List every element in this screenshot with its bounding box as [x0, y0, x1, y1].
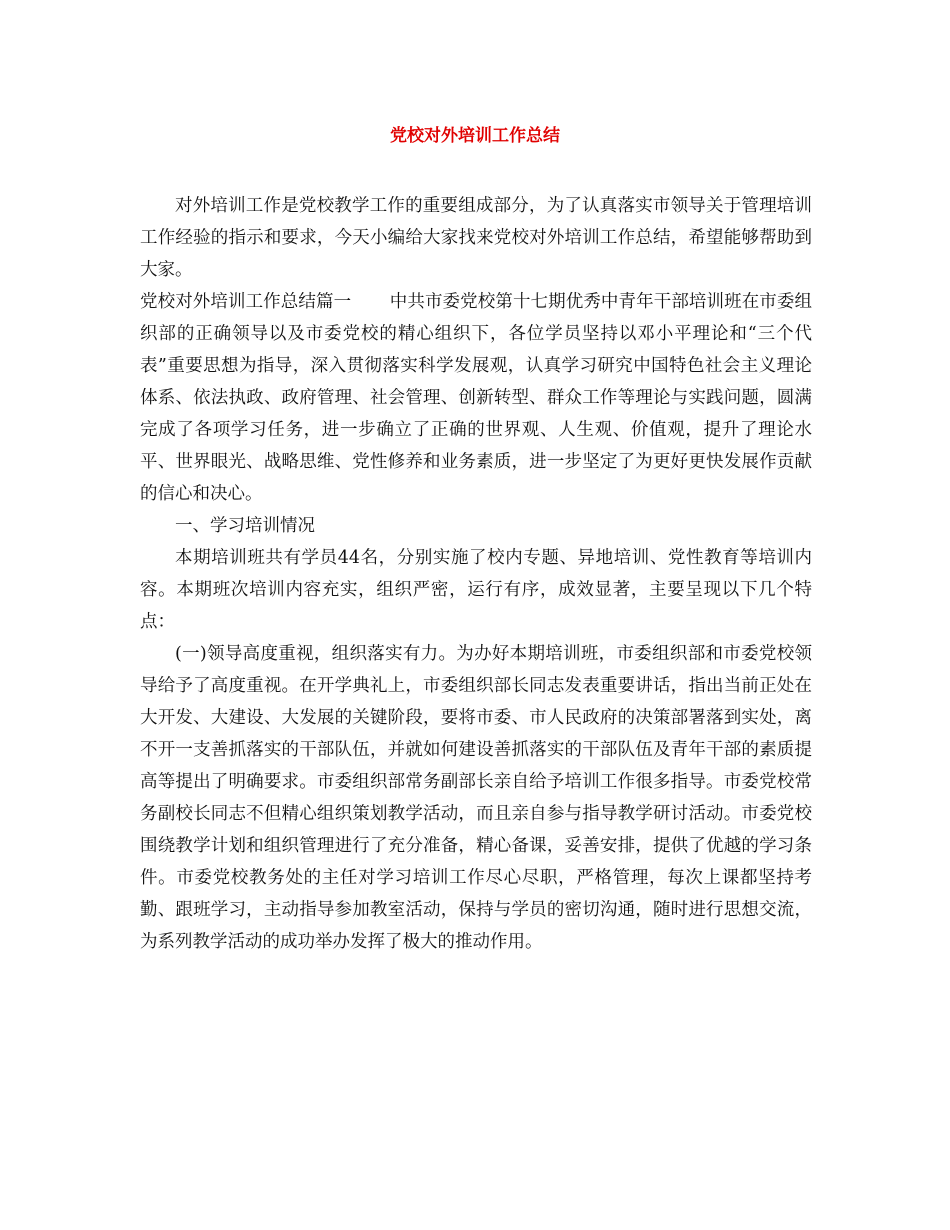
- overview-paragraph: 本期培训班共有学员44名，分别实施了校内专题、异地培训、党性教育等培训内容。本期班次培训内容充实，组织严密，运行有序，成效显著，主要呈现以下几个特点：: [140, 548, 812, 632]
- section-label: 党校对外培训工作总结篇一: [140, 292, 352, 312]
- document-title: 党校对外培训工作总结: [390, 126, 560, 146]
- section-text: 中共市委党校第十七期优秀中青年干部培训班在市委组织部的正确领导以及市委党校的精心组织下，各位学员坚持以邓小平理论和“三个代表”重要思想为指导，深入贯彻落实科学发展观，认真学习研究中国特色社会主义理论体系、依法执政、政府管理、社会管理、创新转型、群众工作等理论与实践问题，圆满完成了各项学习任务，进一步确立了正确的世界观、人生观、价值观，提升了理论水平、世界眼光、战略思维、党性修养和业务素质，进一步坚定了为更好更快发展作贡献的信心和决心。: [140, 292, 813, 504]
- section-paragraph: [140, 286, 812, 510]
- intro-paragraph: 对外培训工作是党校教学工作的重要组成部分，为了认真落实市领导关于管理培训工作经验的指示和要求，今天小编给大家找来党校对外培训工作总结，希望能够帮助到大家。: [140, 196, 812, 280]
- document-body: [140, 190, 812, 958]
- section-heading: 一、学习培训情况: [175, 516, 315, 536]
- point-one-paragraph: (一)领导高度重视，组织落实有力。为办好本期培训班，市委组织部和市委党校领导给予了高度重视。在开学典礼上，市委组织部长同志发表重要讲话，指出当前正处在大开发、大建设、大发展的关键阶段，要将市委、市人民政府的决策部署落到实处，离不开一支善抓落实的干部队伍，并就如何建设善抓落实的干部队伍及青年干部的素质提高等提出了明确要求。市委组织部常务副部长亲自给予培训工作很多指导。市委党校常务副校长同志不但精心组织策划教学活动，而且亲自参与指导教学研讨活动。市委党校围绕教学计划和组织管理进行了充分准备，精心备课，妥善安排，提供了优越的学习条件。市委党校教务处的主任对学习培训工作尽心尽职，严格管理，每次上课都坚持考勤、跟班学习，主动指导参加教室活动，保持与学员的密切沟通，随时进行思想交流，为系列教学活动的成功举办发挥了极大的推动作用。: [140, 644, 812, 952]
